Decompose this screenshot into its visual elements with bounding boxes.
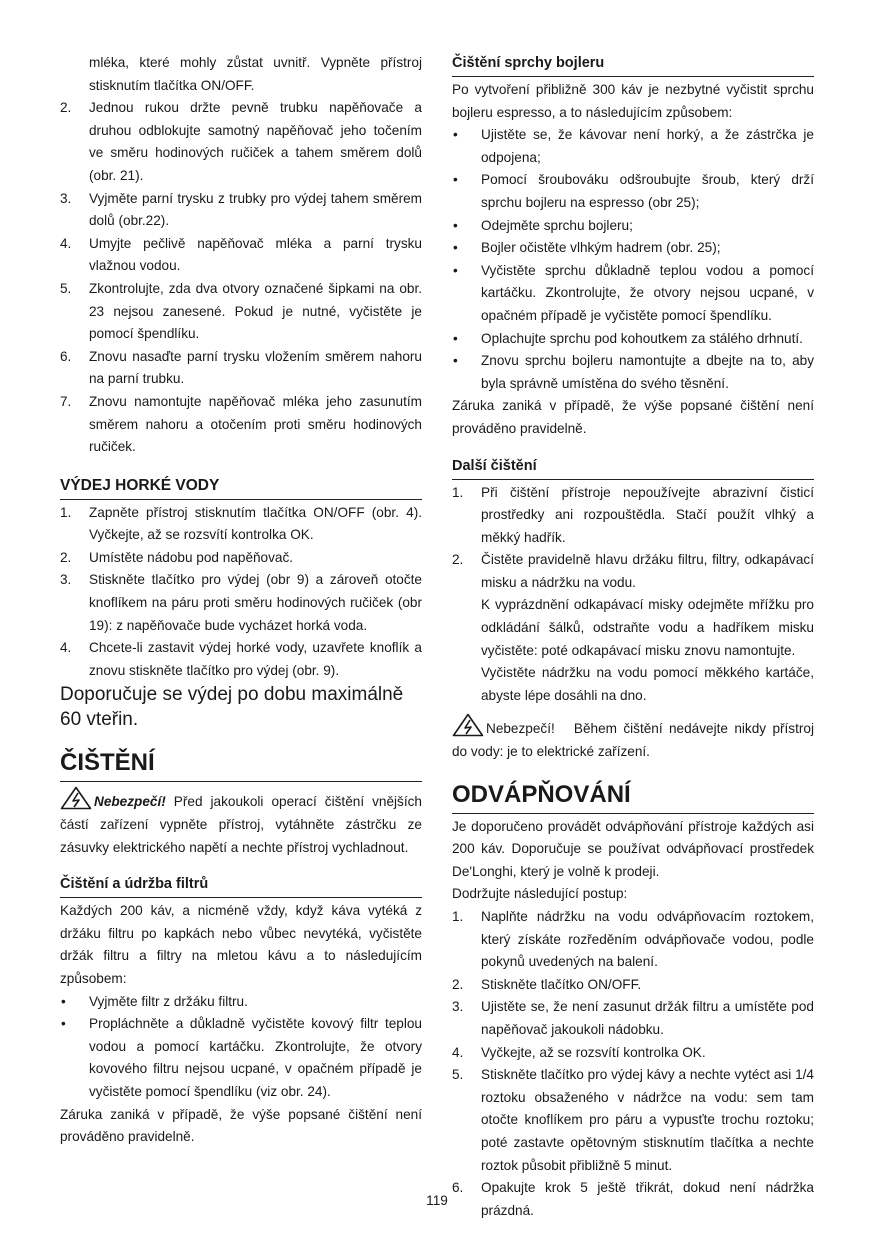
list-item: • Odejměte sprchu bojleru;	[453, 217, 633, 233]
descaling-intro: Je doporučeno provádět odvápňování přístroje každých asi 200 káv. Doporučuje se používat odvápňovací prostředek De'Longhi, který je volně k prodeji.	[452, 818, 814, 879]
list-item: 2. Stiskněte tlačítko ON/OFF.	[452, 976, 642, 992]
right-column	[452, 52, 814, 1222]
list-item: • Vyčistěte sprchu důkladně teplou vodou a pomocí kartáčku. Zkontrolujte, že otvory nejsou ucpané, v opačném případě je vyčistěte pomocí špendlíku.	[453, 262, 814, 323]
shower-steps	[452, 124, 814, 395]
descaling-steps	[452, 906, 814, 1222]
warning-triangle-icon	[452, 713, 484, 737]
cleaning-heading: ČIŠTĚNÍ	[60, 749, 155, 777]
water-tank-instructions: Vyčistěte nádržku na vodu pomocí měkkého kartáče, abyste lépe dosáhli na dno.	[481, 665, 814, 703]
list-item: • Propláchněte a důkladně vyčistěte kovový filtr teplou vodou a pomocí kartáčku. Zkontrolujte, že otvory kovového filtru nejsou ucpané, v opačném případě je vyčistěte pomocí špendlíku (viz obr. 24).	[61, 1016, 422, 1099]
list-item: 3. Vyjměte parní trysku z trubky pro výdej tahem směrem dolů (obr.22).	[60, 190, 422, 229]
warning-triangle-icon	[60, 786, 92, 810]
list-item: • Znovu sprchu bojleru namontujte a dbejte na to, aby byla správně umístěna do svého těsnění.	[453, 353, 814, 391]
list-item: 1. Zapněte přístroj stisknutím tlačítka ON/OFF (obr. 4). Vyčkejte, až se rozsvítí kontrolka OK.	[60, 504, 422, 543]
list-item: 4. Umyjte pečlivě napěňovač mléka a parní trysku vlažnou vodou.	[60, 235, 422, 274]
list-item: 3. Ujistěte se, že není zasunut držák filtru a umístěte pod napěňovač jakoukoli nádobku.	[452, 999, 814, 1037]
list-item: • Oplachujte sprchu pod kohoutkem za stálého drhnutí.	[453, 330, 803, 346]
list-item: 7. Znovu namontujte napěňovač mléka jeho zasunutím směrem nahoru a otočením proti směru hodinových ručiček.	[60, 393, 422, 455]
heading-divider	[452, 76, 814, 77]
heading-divider	[452, 813, 814, 814]
filters-intro: Každých 200 káv, a nicméně vždy, když káva vytéká z držáku filtru po kapkách nebo vůbec nevytéká, vyčistěte držák filtru a filtry na mletou kávu a to následujícím způsobem:	[60, 903, 422, 986]
list-item: 4. Chcete-li zastavit výdej horké vody, uzavřete knoflík a znovu stiskněte tlačítko pro výdej (obr. 9).	[60, 640, 422, 678]
warning-label: Nebezpečí!	[486, 721, 555, 737]
heading-divider	[452, 479, 814, 480]
other-cleaning-heading: Další čištění	[452, 457, 537, 474]
page-number: 119	[426, 1193, 448, 1208]
drip-tray-instructions: K vyprázdnění odkapávací misky odejměte mřížku pro odkládání šálků, odstraňte vodu a hadříkem misku vyčistěte: poté odkapávací misku znovu namontujte.	[481, 597, 814, 658]
list-item: 1. Při čištění přístroje nepoužívejte abrazivní čisticí prostředky ani rozpouštědla. Stačí použít vlhký a měkký hadřík.	[452, 484, 814, 545]
cleaning-warning: Nebezpečí! Před jakoukoli operací čištění vnějších částí zařízení vypněte přístroj, vytáhněte zástrčku ze zásuvky elektrického napětí a nechte přístroj vychladnout.	[60, 786, 422, 859]
list-item: 2. Umístěte nádobu pod napěňovač.	[60, 549, 294, 565]
descaling-heading: ODVÁPŇOVÁNÍ	[452, 780, 631, 808]
list-item: • Vyjměte filtr z držáku filtru.	[61, 993, 248, 1009]
warning-label: Nebezpečí!	[94, 794, 166, 810]
filters-steps	[60, 991, 422, 1104]
list-item: 5. Zkontrolujte, zda dva otvory označené šipkami na obr. 23 nejsou zanesené. Pokud je nutné, vyčistěte je pomocí špendlíku.	[60, 280, 422, 342]
list-item: 6. Opakujte krok 5 ještě třikrát, dokud není nádržka prázdná.	[452, 1180, 814, 1218]
milk-frother-steps	[60, 97, 422, 459]
hot-water-steps	[60, 502, 422, 683]
list-item: • Ujistěte se, že kávovar není horký, a že zástrčka je odpojena;	[453, 127, 814, 165]
other-cleaning-warning: Nebezpečí! Během čištění nedávejte nikdy přístroj do vody: je to elektrické zařízení.	[452, 713, 814, 763]
left-column	[60, 52, 422, 1149]
heading-divider	[60, 897, 422, 898]
list-item: 3. Stiskněte tlačítko pro výdej (obr 9) a zároveň otočte knoflíkem na páru proti směru hodinových ručiček (obr 19): z napěňovače bude vycházet horká voda.	[60, 572, 422, 633]
shower-intro: Po vytvoření přibližně 300 káv je nezbytné vyčistit sprchu bojleru espresso, a to následujícím způsobem:	[452, 82, 814, 120]
list-item: 1. Naplňte nádržku na vodu odvápňovacím roztokem, který získáte rozředěním odvápňovače vodou, podle pokynů uvedených na balení.	[452, 909, 814, 970]
list-item: 6. Znovu nasaďte parní trysku vložením směrem nahoru na parní trubku.	[60, 348, 422, 387]
hot-water-heading: VÝDEJ HORKÉ VODY	[60, 476, 220, 494]
other-cleaning-steps	[452, 482, 814, 595]
shower-warranty: Záruka zaniká v případě, že výše popsané čištění není prováděno pravidelně.	[452, 398, 814, 436]
list-item: 4. Vyčkejte, až se rozsvítí kontrolka OK.	[452, 1044, 706, 1060]
filters-warranty: Záruka zaniká v případě, že výše popsané čištění není prováděno pravidelně.	[60, 1106, 422, 1145]
shower-heading: Čištění sprchy bojleru	[452, 55, 605, 71]
hot-water-note: Doporučuje se výdej po dobu maximálně 60 vteřin.	[60, 684, 404, 731]
filters-heading: Čištění a údržba filtrů	[60, 876, 209, 893]
list-item: • Bojler očistěte vlhkým hadrem (obr. 25);	[453, 240, 721, 256]
list-item: 5. Stiskněte tlačítko pro výdej kávy a nechte vytéct asi 1/4 roztoku obsaženého v nádržce na vodu: sem tam otočte knoflíkem pro páru a vypusťte trochu roztoku; poté zastavte opětovným stisknutím tlačítka a nechte roztok působit přibližně 5 minut.	[452, 1067, 814, 1173]
list-item: 2. Čistěte pravidelně hlavu držáku filtru, filtry, odkapávací misku a nádržku na vodu.	[452, 552, 814, 590]
list-item: • Pomocí šroubováku odšroubujte šroub, který drží sprchu bojleru na espresso (obr 25);	[453, 172, 814, 210]
heading-divider	[60, 781, 422, 782]
heading-divider	[60, 499, 422, 500]
descaling-procedure-label: Dodržujte následující postup:	[452, 886, 628, 902]
milk-frother-step-continuation: mléka, které mohly zůstat uvnitř. Vypněte přístroj stisknutím tlačítka ON/OFF.	[89, 55, 422, 93]
list-item: 2. Jednou rukou držte pevně trubku napěňovače a druhou odblokujte samotný napěňovač jeho točením ve směru hodinových ručiček a tahem směrem dolů (obr. 21).	[60, 100, 422, 183]
